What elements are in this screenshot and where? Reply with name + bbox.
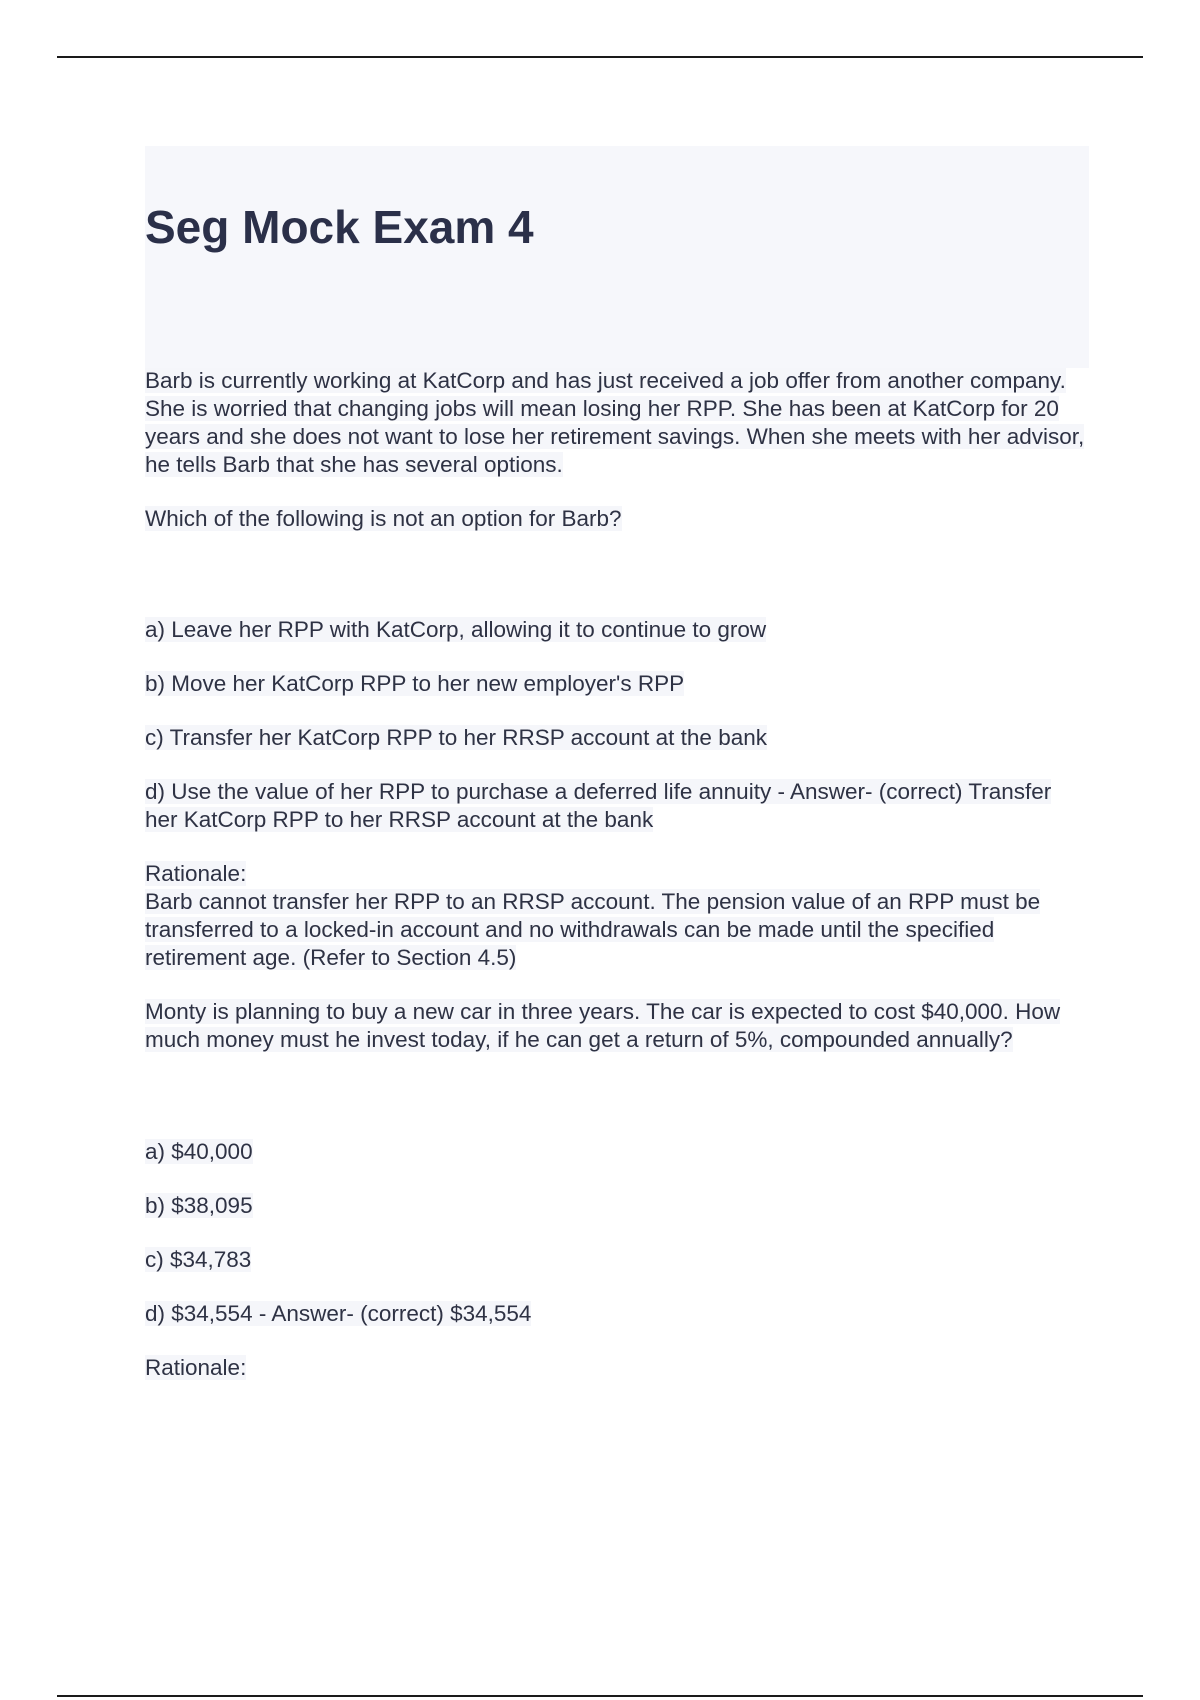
q1-option-b-text: b) Move her KatCorp RPP to her new employer's RPP [145, 671, 685, 696]
page-title: Seg Mock Exam 4 [145, 201, 534, 253]
q1-rationale-body: Barb cannot transfer her RPP to an RRSP account. The pension value of an RPP must be transferred to a locked-in account and no withdrawals can be made until the specified retirement age. (Refer to Section 4.5) [145, 889, 1041, 970]
q2-option-d-text: d) $34,554 - Answer- (correct) $34,554 [145, 1301, 532, 1326]
top-rule [57, 56, 1143, 58]
q2-option-b [145, 1192, 1089, 1220]
q1-rationale-label-text: Rationale: [145, 861, 247, 886]
q1-option-d [145, 778, 1089, 834]
q2-option-c-text: c) $34,783 [145, 1247, 252, 1272]
q2-option-c [145, 1246, 1089, 1274]
q2-option-a [145, 1138, 1089, 1166]
q1-rationale-text [145, 888, 1089, 972]
q1-option-c-text: c) Transfer her KatCorp RPP to her RRSP account at the bank [145, 725, 767, 750]
bottom-rule [57, 1695, 1143, 1697]
q2-option-b-text: b) $38,095 [145, 1193, 253, 1218]
q1-option-c [145, 724, 1089, 752]
q1-option-a [145, 616, 1089, 644]
q1-question [145, 505, 1089, 533]
q1-option-a-text: a) Leave her RPP with KatCorp, allowing it to continue to grow [145, 617, 767, 642]
q2-option-d [145, 1300, 1089, 1328]
q1-option-d-text: d) Use the value of her RPP to purchase a deferred life annuity - Answer- (correct) Transfer her KatCorp RPP to her RRSP account at the bank [145, 779, 1052, 832]
q2-rationale-label-text: Rationale: [145, 1355, 247, 1380]
q2-rationale-label [145, 1354, 1089, 1382]
q2-stem [145, 998, 1089, 1054]
q2-option-a-text: a) $40,000 [145, 1139, 253, 1164]
document-body [145, 367, 1089, 1382]
title-band [145, 146, 1089, 368]
q1-stem-text: Barb is currently working at KatCorp and has just received a job offer from another company. She is worried that changing jobs will mean losing her RPP. She has been at KatCorp for 20 years and she does not want to lose her retirement savings. When she meets with her advisor, he tells Barb that she has several options. [145, 368, 1085, 477]
q1-stem [145, 367, 1089, 479]
q1-option-b [145, 670, 1089, 698]
q1-rationale-label [145, 860, 1089, 888]
q1-question-text: Which of the following is not an option for Barb? [145, 506, 622, 531]
q2-stem-text: Monty is planning to buy a new car in three years. The car is expected to cost $40,000. How much money must he invest today, if he can get a return of 5%, compounded annually? [145, 999, 1061, 1052]
